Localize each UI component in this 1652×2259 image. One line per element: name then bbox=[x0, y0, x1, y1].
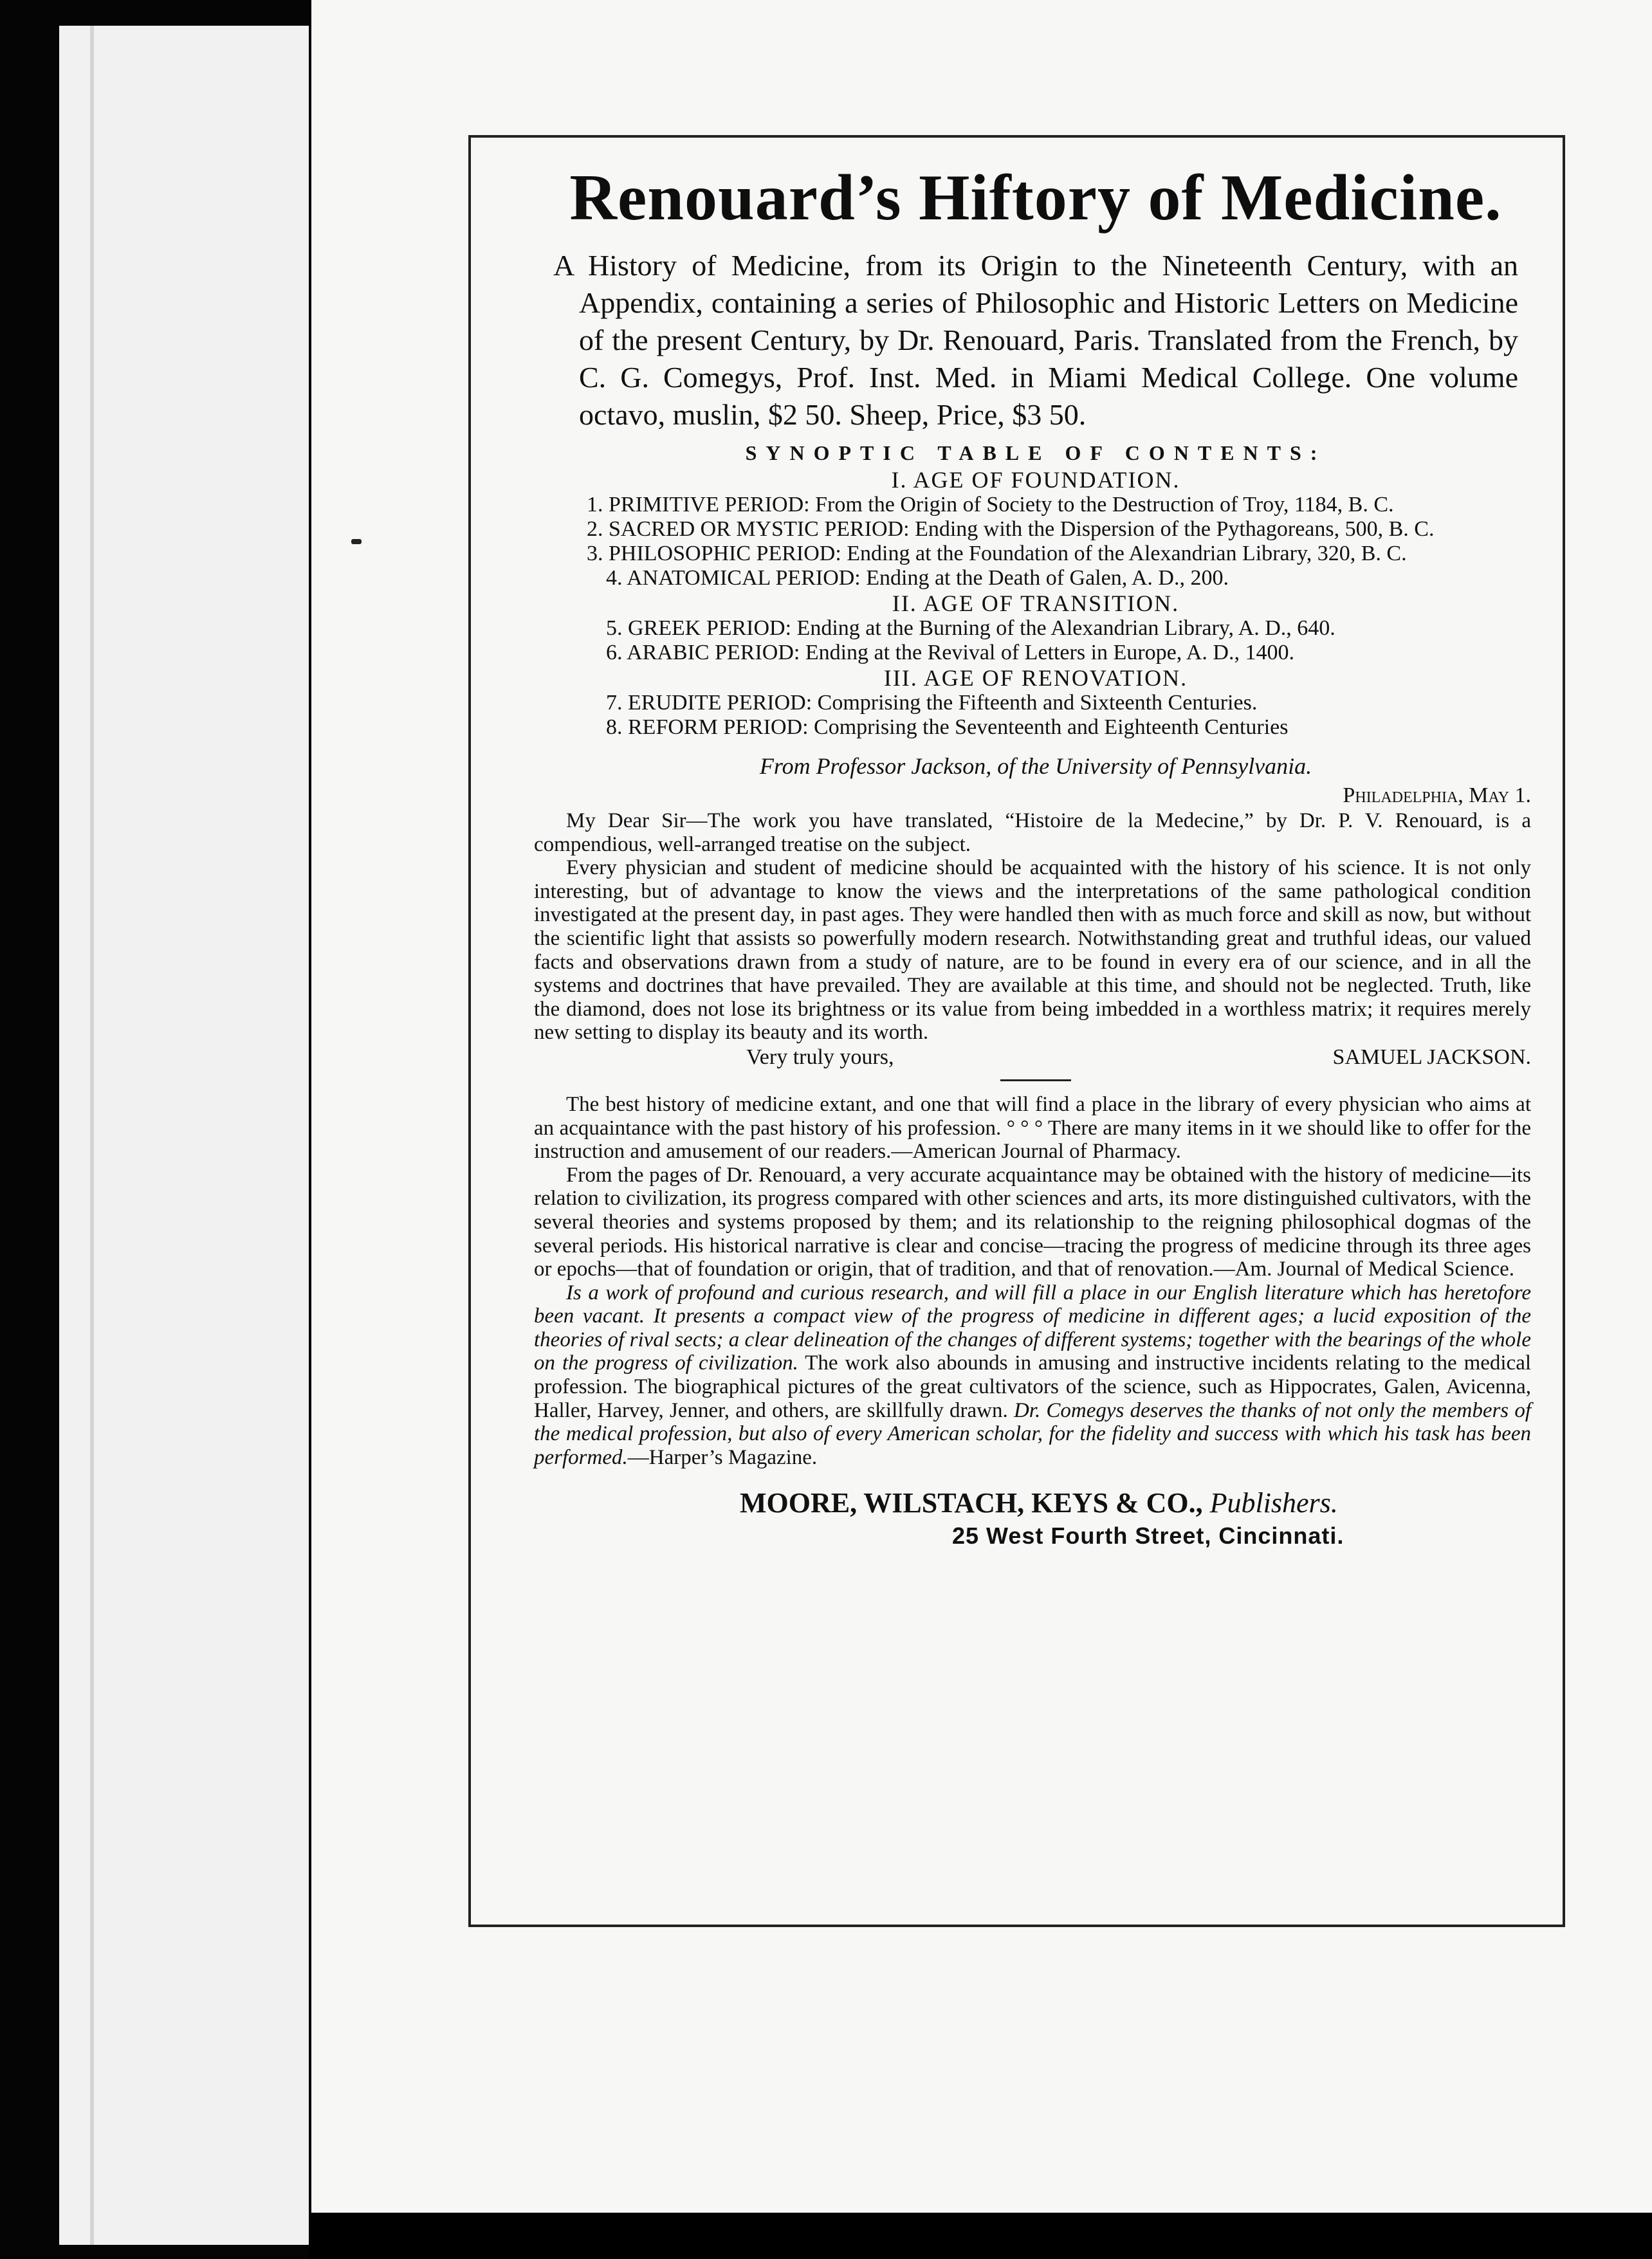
period-entry: 3. PHILOSOPHIC PERIOD: Ending at the Foundation of the Alexandrian Library, 320, B. C. bbox=[587, 542, 1407, 565]
period-entry: 2. SACRED OR MYSTIC PERIOD: Ending with the Dispersion of the Pythagoreans, 500, B. C. bbox=[587, 517, 1435, 541]
period-entry: 1. PRIMITIVE PERIOD: From the Origin of Society to the Destruction of Troy, 1184, B. C. bbox=[587, 493, 1394, 517]
publisher-line bbox=[553, 1486, 1518, 1521]
advertisement bbox=[534, 160, 1532, 1896]
review-paragraph: From the pages of Dr. Renouard, a very accurate acquaintance may be obtained with the history of medicine—its relation to civilization, its progress compared with other sciences and arts, its more distinguished cultivators, with the several theories and systems proposed by them; and its relationship to the reigning philosophical dogmas of the several periods. His historical narrative is clear and concise—tracing the progress of medicine through its three ages or epochs—that of foundation or origin, that of tradition, and that of renovation.—Am. Journal of Medical Science. bbox=[534, 1163, 1531, 1281]
testimonial-letter bbox=[534, 809, 1531, 1070]
letter-dateline: Philadelphia, May 1. bbox=[1343, 783, 1531, 807]
period-entry: 5. GREEK PERIOD: Ending at the Burning of the Alexandrian Library, A. D., 640. bbox=[606, 616, 1335, 640]
scan-bottom-edge bbox=[311, 2213, 1652, 2259]
period-entry: 6. ARABIC PERIOD: Ending at the Revival of Letters in Europe, A. D., 1400. bbox=[606, 641, 1294, 664]
review-source: —Harper’s Magazine. bbox=[627, 1445, 818, 1469]
review-paragraph bbox=[534, 1281, 1531, 1470]
review-italic-text: Is a work of profound and curious research, and will fill a place in our English literature which has heretofore been vacant. It presents a compact view of the progress of medicine in different ages; a lucid exposition of the theories of rival sects; a clear delineation of the changes of different systems; together with the bearings of the whole on the progress of civilization. bbox=[534, 1281, 1531, 1375]
press-reviews bbox=[534, 1092, 1532, 1470]
age-heading: II. AGE OF TRANSITION. bbox=[892, 590, 1180, 616]
letter-signoff bbox=[553, 1045, 1531, 1070]
ink-mark bbox=[351, 539, 362, 544]
ad-title: Renouard’s Hiftory of Medicine. bbox=[569, 161, 1502, 234]
ad-intro: A History of Medicine, from its Origin to the Nineteenth Century, with an Appendix, containing a series of Philosophic and Historic Letters on Medicine of the present Century, by Dr. Renouard, Paris. Translated from the French, by C. G. Comegys, Prof. Inst. Med. in Miami Medical College. One volume octavo, muslin, $2 50. Sheep, Price, $3 50. bbox=[553, 249, 1518, 431]
age-heading: III. AGE OF RENOVATION. bbox=[883, 665, 1188, 691]
letter-attribution: From Professor Jackson, of the University of Pennsylvania. bbox=[759, 753, 1312, 779]
previous-page-edge bbox=[59, 26, 309, 2245]
letter-closing: Very truly yours, bbox=[746, 1045, 894, 1069]
section-divider bbox=[1000, 1079, 1071, 1081]
synoptic-heading: SYNOPTIC TABLE OF CONTENTS: bbox=[745, 441, 1326, 464]
publisher-role: Publishers. bbox=[1209, 1487, 1338, 1519]
letter-signature: SAMUEL JACKSON. bbox=[1332, 1045, 1531, 1069]
page-gutter-line bbox=[90, 26, 94, 2245]
review-paragraph: The best history of medicine extant, and one that will find a place in the library of every physician who aims at an acquaintance with the past history of his profession. ° ° ° There are many items in it we should like to offer for the instruction and amusement of our readers.—American Journal of Pharmacy. bbox=[534, 1092, 1531, 1164]
publisher-address: 25 West Fourth Street, Cincinnati. bbox=[952, 1523, 1345, 1550]
period-entry: 8. REFORM PERIOD: Comprising the Seventeenth and Eighteenth Centuries bbox=[606, 715, 1289, 739]
publisher-name: MOORE, WILSTACH, KEYS & CO., bbox=[740, 1487, 1203, 1519]
letter-paragraph: Every physician and student of medicine should be acquainted with the history of his science. It is not only interesting, but of advantage to know the views and the interpretations of the same pathological condition investigated at the present day, in past ages. They were handled then with as much force and skill as now, but without the scientific light that assists so powerfully modern research. Notwithstanding great and truthful ideas, our valued facts and observations drawn from a study of nature, are to be found in every era of our science, and in all the systems and doctrines that have prevailed. They are available at this time, and should not be neglected. Truth, like the diamond, does not lose its brightness or its value from being imbedded in a worthless matrix; it requires merely new setting to display its beauty and its worth. bbox=[534, 856, 1531, 1045]
review-italic-text: Dr. Comegys deserves the thanks of not only the members of the medical profession, but also of every American scholar, for the fidelity and success with which his task has been performed. bbox=[534, 1398, 1532, 1469]
age-heading: I. AGE OF FOUNDATION. bbox=[891, 467, 1180, 493]
letter-paragraph: My Dear Sir—The work you have translated, “Histoire de la Medecine,” by Dr. P. V. Renouard, is a compendious, well-arranged treatise on the subject. bbox=[534, 809, 1531, 856]
period-entry: 4. ANATOMICAL PERIOD: Ending at the Death of Galen, A. D., 200. bbox=[606, 566, 1229, 590]
period-entry: 7. ERUDITE PERIOD: Comprising the Fifteenth and Sixteenth Centuries. bbox=[606, 691, 1258, 715]
review-text: The work also abounds in amusing and instructive incidents relating to the medical profession. The biographical pictures of the great cultivators of the science, such as Hippocrates, Galen, Avicenna, Haller, Harvey, Jenner, and others, are skillfully drawn. bbox=[534, 1351, 1532, 1422]
